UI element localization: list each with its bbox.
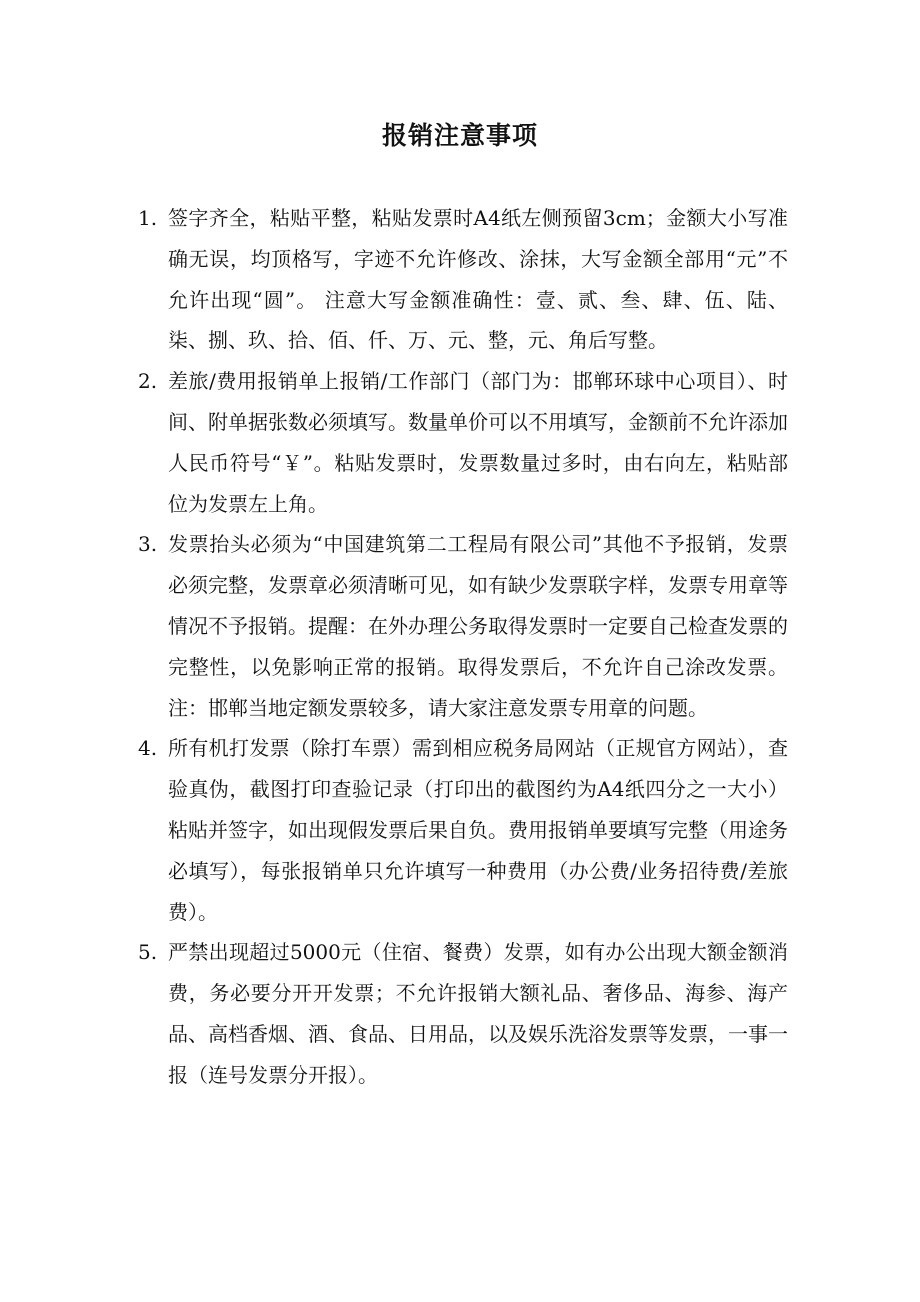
list-item-2 bbox=[138, 361, 788, 524]
item-text: 严禁出现超过5000元（住宿、餐费）发票，如有办公出现大额金额消费，务必要分开开发票；不允许报销大额礼品、奢侈品、海参、海产品、高档香烟、酒、食品、日用品，以及娱乐洗浴发票等发票，一事一报（连号发票分开报）。 bbox=[168, 940, 788, 1087]
item-text: 发票抬头必须为“中国建筑第二工程局有限公司”其他不予报销，发票必须完整，发票章必须清晰可见，如有缺少发票联字样，发票专用章等情况不予报销。提醒：在外办理公务取得发票时一定要自己检查发票的完整性，以免影响正常的报销。取得发票后，不允许自己涂改发票。注：邯郸当地定额发票较多，请大家注意发票专用章的问题。 bbox=[168, 532, 788, 720]
item-number: 3. bbox=[138, 532, 158, 557]
notice-list bbox=[138, 198, 788, 1096]
list-item-4 bbox=[138, 728, 788, 932]
item-text: 所有机打发票（除打车票）需到相应税务局网站（正规官方网站），查验真伪，截图打印查验记录（打印出的截图约为A4纸四分之一大小）粘贴并签字，如出现假发票后果自负。费用报销单要填写完整（用途务必填写），每张报销单只允许填写一种费用（办公费/业务招待费/差旅费）。 bbox=[168, 736, 788, 924]
item-number: 5. bbox=[138, 940, 158, 965]
item-text: 签字齐全，粘贴平整，粘贴发票时A4纸左侧预留3cm；金额大小写准确无误，均顶格写，字迹不允许修改、涂抹，大写金额全部用“元”不允许出现“圆”。 注意大写金额准确性：壹、贰、叁、肆、伍、陆、柒、捌、玖、拾、佰、仟、万、元、整，元、角后写整。 bbox=[168, 206, 788, 353]
list-item-1 bbox=[138, 198, 788, 361]
page-title: 报销注意事项 bbox=[381, 121, 538, 150]
item-text: 差旅/费用报销单上报销/工作部门（部门为：邯郸环球中心项目）、时间、附单据张数必须填写。数量单价可以不用填写，金额前不允许添加人民币符号“￥”。粘贴发票时，发票数量过多时，由右向左，粘贴部位为发票左上角。 bbox=[168, 369, 788, 516]
item-number: 4. bbox=[138, 736, 158, 761]
item-number: 2. bbox=[138, 369, 158, 394]
item-number: 1. bbox=[138, 206, 158, 230]
list-item-3 bbox=[138, 524, 788, 728]
list-item-5 bbox=[138, 932, 788, 1095]
